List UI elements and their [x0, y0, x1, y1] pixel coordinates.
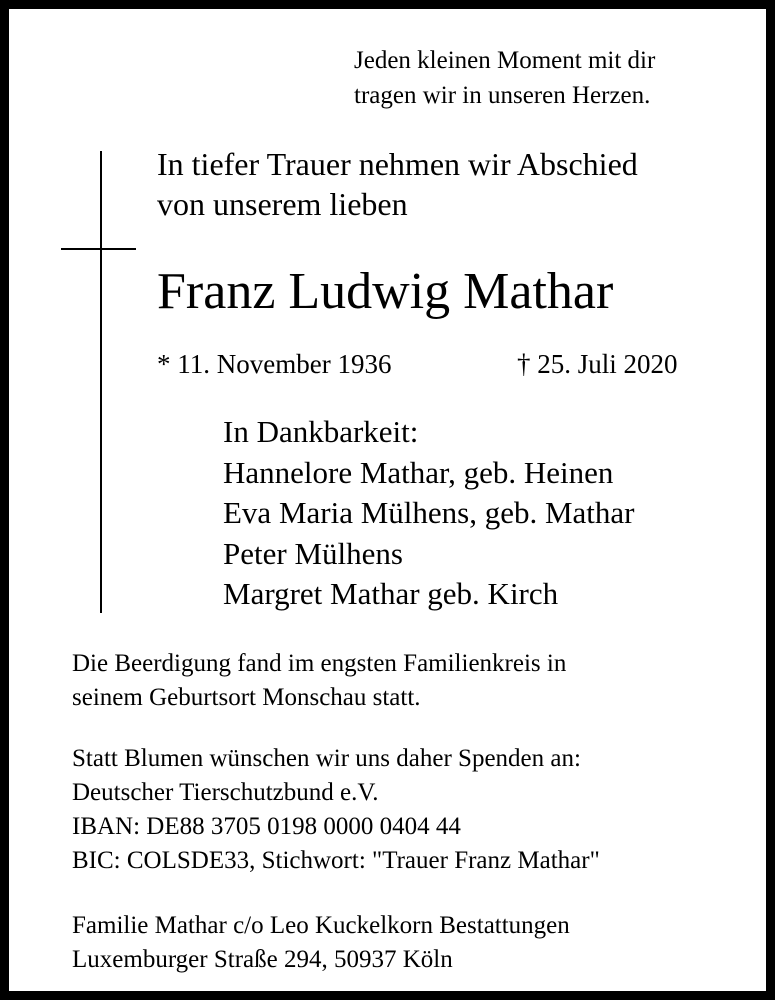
mourner-name: Eva Maria Mülhens, geb. Mathar [223, 495, 635, 530]
mourner-name: Margret Mathar geb. Kirch [223, 576, 559, 611]
motto-line: Jeden kleinen Moment mit dir [354, 47, 656, 74]
contact-line: Familie Mathar c/o Leo Kuckelkorn Bestattungen [72, 912, 570, 939]
mourners-heading: In Dankbarkeit: [223, 414, 419, 449]
mourners-list [223, 412, 635, 615]
contact-line: Luxemburger Straße 294, 50937 Köln [72, 946, 453, 973]
birth-date: * 11. November 1936 [157, 349, 392, 379]
donation-line: Statt Blumen wünschen wir uns daher Spenden an: [72, 745, 581, 772]
funeral-line: seinem Geburtsort Monschau statt. [72, 684, 421, 711]
iban-line: IBAN: DE88 3705 0198 0000 0404 44 [72, 813, 461, 840]
intro-line: In tiefer Trauer nehmen wir Abschied [157, 146, 638, 182]
death-date: † 25. Juli 2020 [517, 349, 678, 379]
mourner-name: Peter Mülhens [223, 535, 403, 571]
cross-vertical-bar [100, 151, 102, 613]
donation-line: Deutscher Tierschutzbund e.V. [72, 779, 379, 806]
funeral-notice [72, 647, 566, 715]
mourner-name: Hannelore Mathar, geb. Heinen [223, 454, 614, 490]
intro-text [157, 144, 638, 224]
deceased-name: Franz Ludwig Mathar [157, 263, 614, 320]
bic-line: BIC: COLSDE33, Stichwort: "Trauer Franz Mathar" [72, 847, 600, 874]
donation-info [72, 742, 600, 878]
cross-horizontal-bar [61, 248, 136, 250]
contact-address [72, 909, 570, 977]
funeral-line: Die Beerdigung fand im engsten Familienkreis in [72, 650, 567, 677]
intro-line: von unserem lieben [157, 186, 408, 222]
motto-line: tragen wir in unseren Herzen. [354, 82, 651, 109]
motto-quote [354, 43, 655, 113]
